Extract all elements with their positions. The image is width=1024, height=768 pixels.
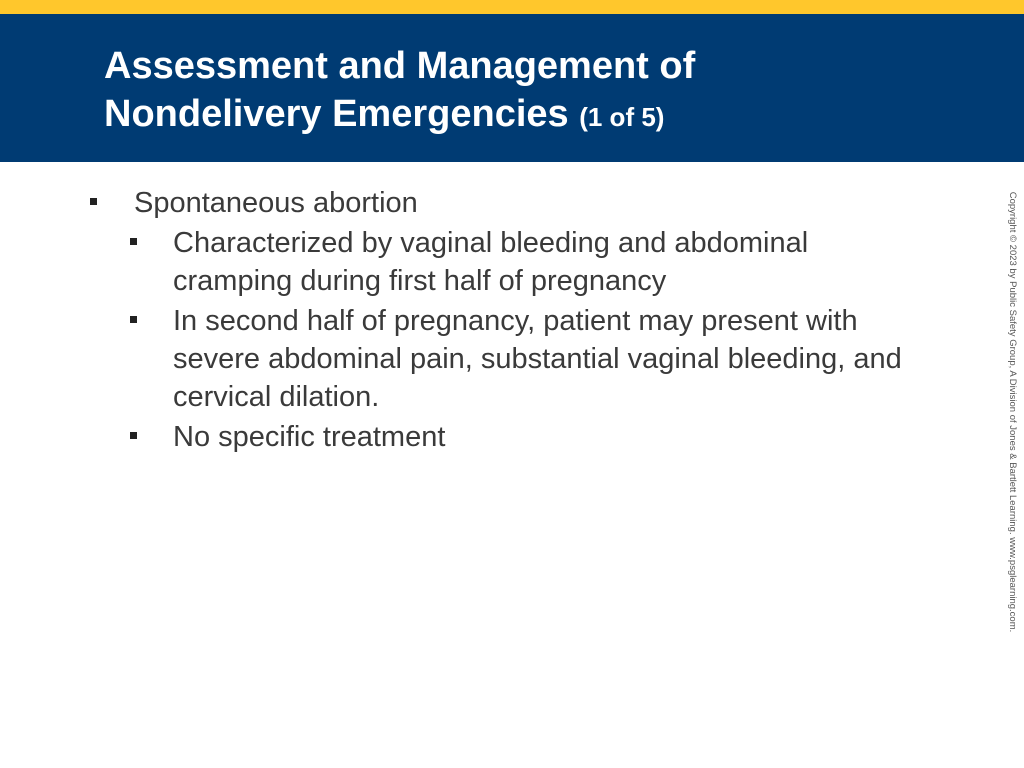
square-bullet-icon <box>130 316 137 323</box>
slide-title-part-indicator: (1 of 5) <box>579 102 665 132</box>
bullet-text: Characterized by vaginal bleeding and abdominal cramping during first half of pregnancy <box>173 227 809 297</box>
bullet-list <box>0 184 940 458</box>
slide-title-main: Nondelivery Emergencies <box>104 93 569 135</box>
list-item <box>0 418 913 456</box>
slide-title <box>104 42 695 141</box>
square-bullet-icon <box>90 198 97 205</box>
copyright-notice: Copyright © 2023 by Public Safety Group, A Division of Jones & Bartlett Learning. www.psglearning.com. <box>1007 191 1018 633</box>
bullet-text: In second half of pregnancy, patient may present with severe abdominal pain, substantial vaginal bleeding, and cervical dilation. <box>173 305 902 413</box>
square-bullet-icon <box>130 432 137 439</box>
bullet-text: No specific treatment <box>173 421 446 453</box>
slide-title-line-1: Assessment and Management of <box>104 45 696 87</box>
accent-stripe <box>0 0 1024 14</box>
bullet-text: Spontaneous abortion <box>134 187 418 219</box>
list-item <box>0 224 913 300</box>
list-item <box>0 302 913 416</box>
list-item <box>0 184 940 222</box>
slide-title-line-2 <box>104 90 695 141</box>
square-bullet-icon <box>130 238 137 245</box>
